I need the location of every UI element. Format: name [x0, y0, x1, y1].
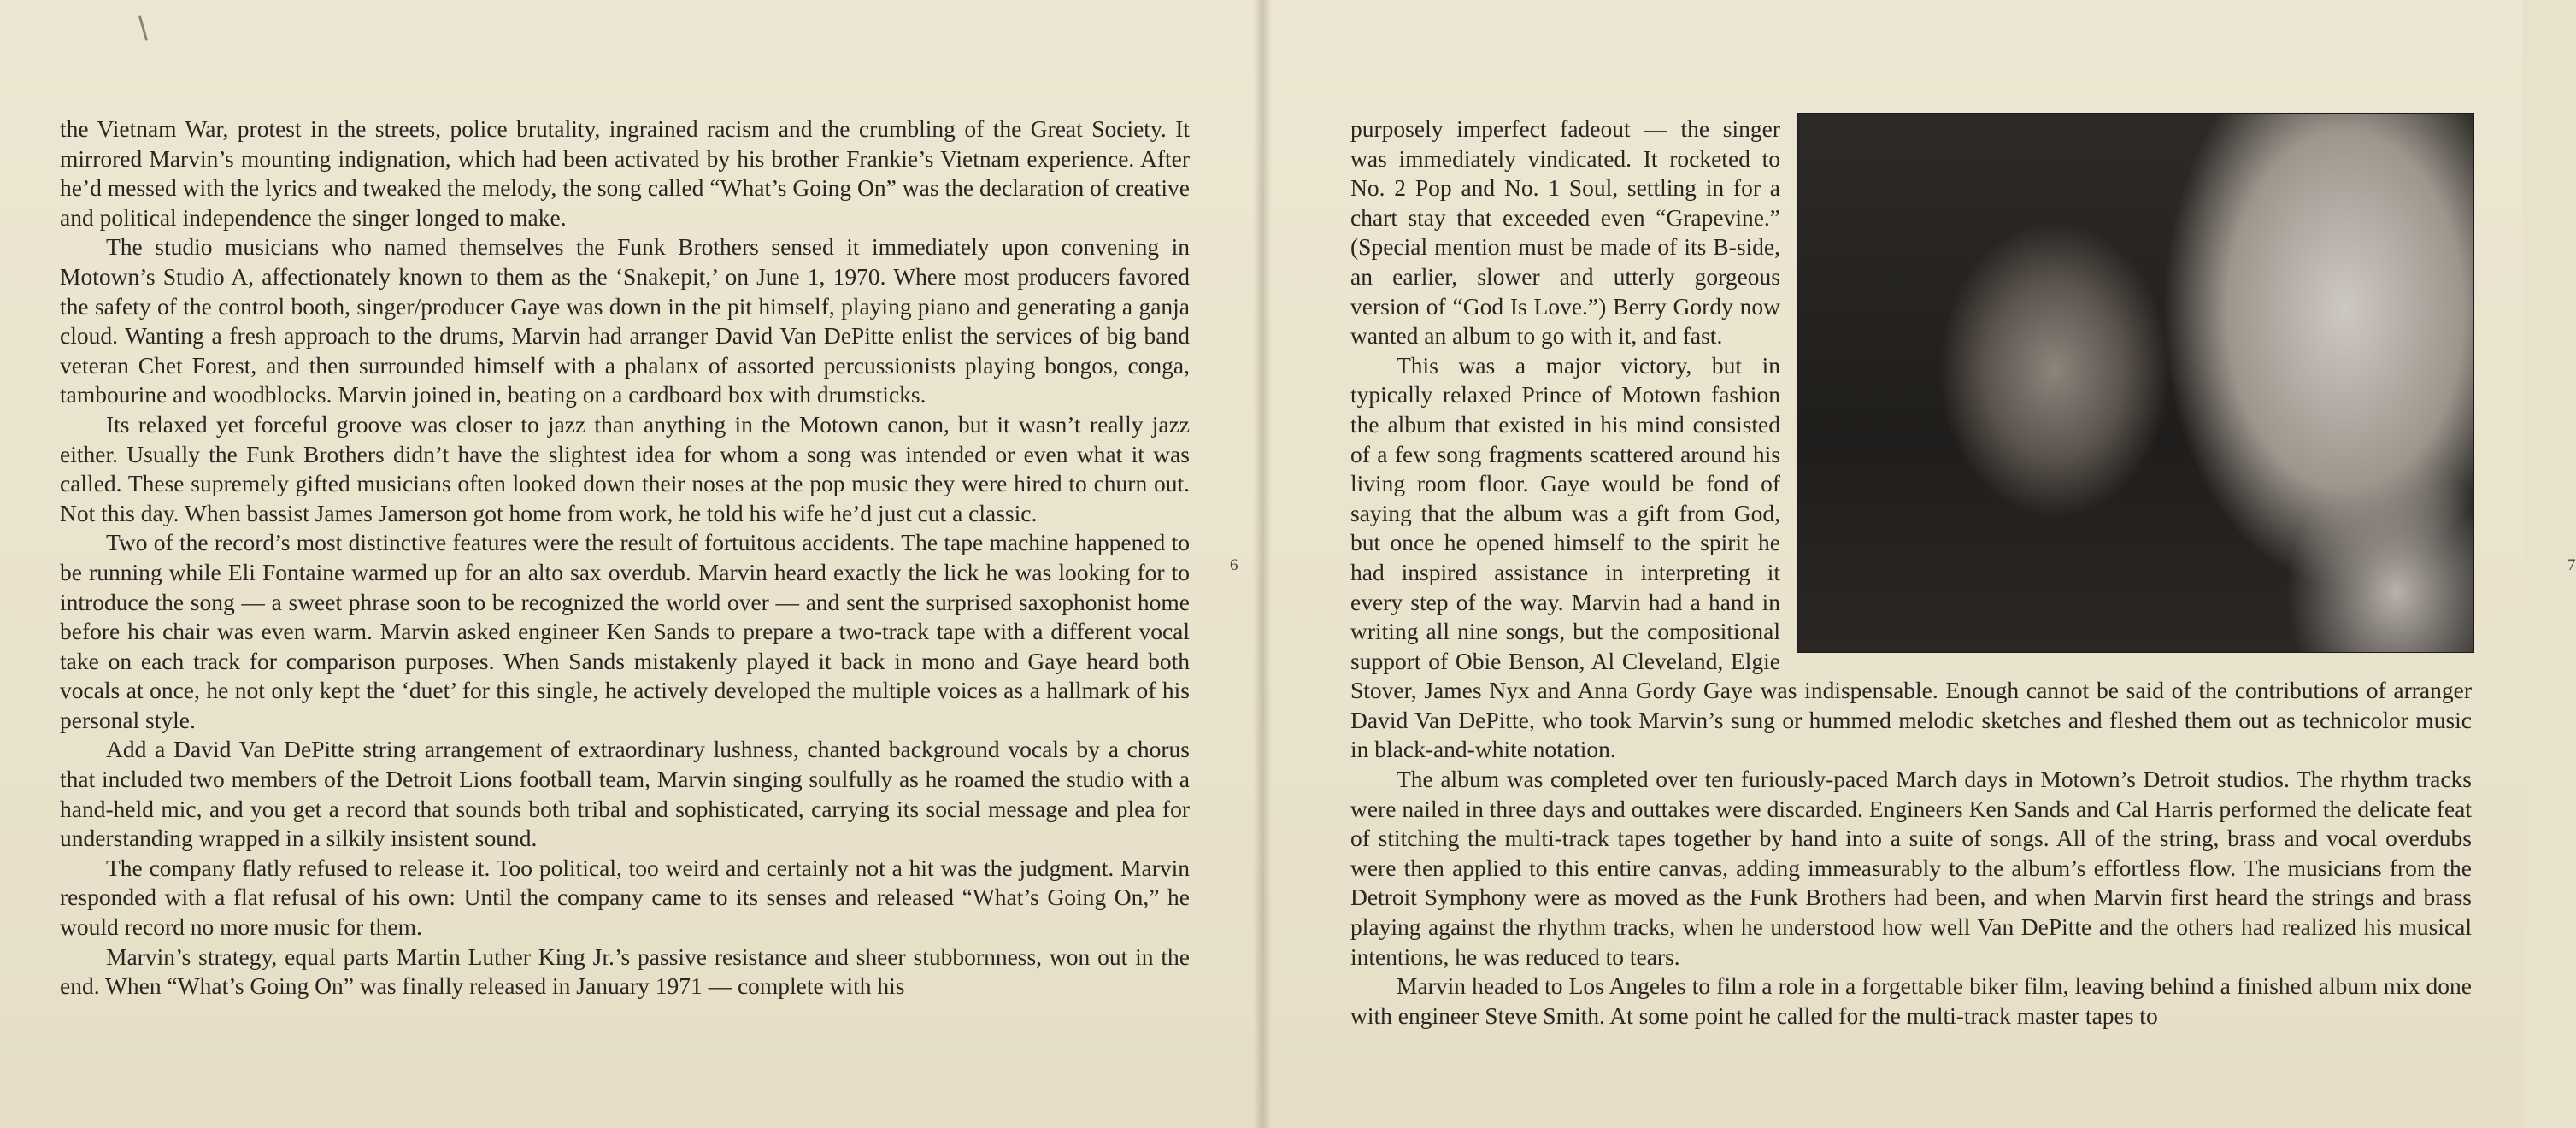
page-number: 7: [2567, 556, 2576, 574]
paragraph: Two of the record’s most distinctive features were the result of fortuitous accidents. The tape machine happened to be running while Eli Fontaine warmed up for an alto sax overdub. Marvin heard exactly the lick he was looking for to introduce the song — a sweet phrase soon to be recognized the world over — and sent the surprised saxophonist home before his chair was even warm. Marvin asked engineer Ken Sands to prepare a two-track tape with a different vocal take on each track for comparison purposes. When Sands mistakenly played it back in mono and Gaye heard both vocals at once, he not only kept the ‘duet’ for this single, he actively developed the multiple voices as a hallmark of his personal style.: [60, 529, 1190, 733]
paragraph: Marvin’s strategy, equal parts Martin Luther King Jr.’s passive resistance and sheer stubbornness, won out in the end. When “What’s Going On” was finally released in January 1971 — complete with his: [60, 943, 1190, 1000]
paragraph: The album was completed over ten furiously-paced March days in Motown’s Detroit studios. The rhythm tracks were nailed in three days and outtakes were discarded. Engineers Ken Sands and Cal Harris performed the delicate feat of stitching the multi-track tapes together by hand into a suite of songs. All of the string, brass and vocal overdubs were then applied to this entire canvas, adding immeasurably to the album’s effortless flow. The musicians from the Detroit Symphony were as moved as the Funk Brothers had been, and when Marvin first heard the strings and brass playing against the rhythm tracks, when he understood how well Van DePitte and the others had realized his musical intentions, he was reduced to tears.: [1350, 766, 2472, 970]
paragraph: The studio musicians who named themselves the Funk Brothers sensed it immediately upon convening in Motown’s Studio A, affectionately known to them as the ‘Snakepit,’ on June 1, 1970. Where most producers favored the safety of the control booth, singer/producer Gaye was down in the pit himself, playing piano and generating a ganja cloud. Wanting a fresh approach to the drums, Marvin had arranger David Van DePitte enlist the services of big band veteran Chet Forest, and then surrounded himself with a phalanx of assorted percussionists playing bongos, conga, tambourine and woodblocks. Marvin joined in, beating on a cardboard box with drumsticks.: [60, 233, 1190, 408]
paragraph: This was a major victory, but in typically relaxed Prince of Motown fashion the album that existed in his mind consisted of a few song fragments scattered around his living room floor. Gaye would be fond of saying that the album was a gift from God, but once he opened himself to the spirit he had inspired assistance in interpreting it every step of the way. Marvin had a hand in writing all nine songs, but the compositional support of Obie Benson, Al Cleveland, Elgie Stover, James Nyx and Anna Gordy Gaye was indispensable. Enough cannot be said of the contributions of arranger David Van DePitte, who took Marvin’s sung or hummed melodic sketches and fleshed them out as technicolor music in black-and-white notation.: [1350, 351, 2472, 763]
paragraph: Marvin headed to Los Angeles to film a role in a forgettable biker film, leaving behind a finished album mix done with engineer Steve Smith. At some point he called for the multi-track master tapes to: [1350, 972, 2472, 1029]
left-page: [0, 0, 1262, 1128]
paragraph: The company flatly refused to release it. Too political, too weird and certainly not a hit was the judgment. Marvin responded with a flat refusal of his own: Until the company came to its senses and released “What’s Going On,” he would record no more music for them.: [60, 854, 1190, 941]
paragraph: the Vietnam War, protest in the streets, police brutality, ingrained racism and the crumbling of the Great Society. It mirrored Marvin’s mounting indignation, which had been activated by his brother Frankie’s Vietnam experience. After he’d messed with the lyrics and tweaked the melody, the song called “What’s Going On” was the declaration of creative and political independence the singer longed to make.: [60, 115, 1190, 231]
portrait-photo: [1797, 113, 2474, 653]
paragraph: Add a David Van DePitte string arrangement of extraordinary lushness, chanted background vocals by a chorus that included two members of the Detroit Lions football team, Marvin singing soulfully as he roamed the studio with a hand-held mic, and you get a record that sounds both tribal and sophisticated, carrying its social message and plea for understanding wrapped in a silkily insistent sound.: [60, 736, 1190, 852]
right-text-column: [1350, 115, 2472, 1031]
page-gutter: [1253, 0, 1272, 1128]
paragraph: purposely imperfect fadeout — the singer was immediately vindicated. It rocketed to No. 2 Pop and No. 1 Soul, settling in for a chart stay that exceeded even “Grapevine.” (Special mention must be made of its B-side, an earlier, slower and utterly gorgeous version of “God Is Love.”) Berry Gordy now wanted an album to go with it, and fast.: [1350, 115, 1780, 350]
paragraph: Its relaxed yet forceful groove was closer to jazz than anything in the Motown canon, but it wasn’t really jazz either. Usually the Funk Brothers didn’t have the slightest idea for whom a song was intended or even what it was called. These supremely gifted musicians often looked down their noses at the pop music they were hired to churn out. Not this day. When bassist James Jamerson got home from work, he told his wife he’d just cut a classic.: [60, 410, 1190, 526]
left-text-column: [60, 115, 1190, 1002]
page-number: 6: [1230, 556, 1238, 574]
scratch-mark: [138, 15, 148, 41]
